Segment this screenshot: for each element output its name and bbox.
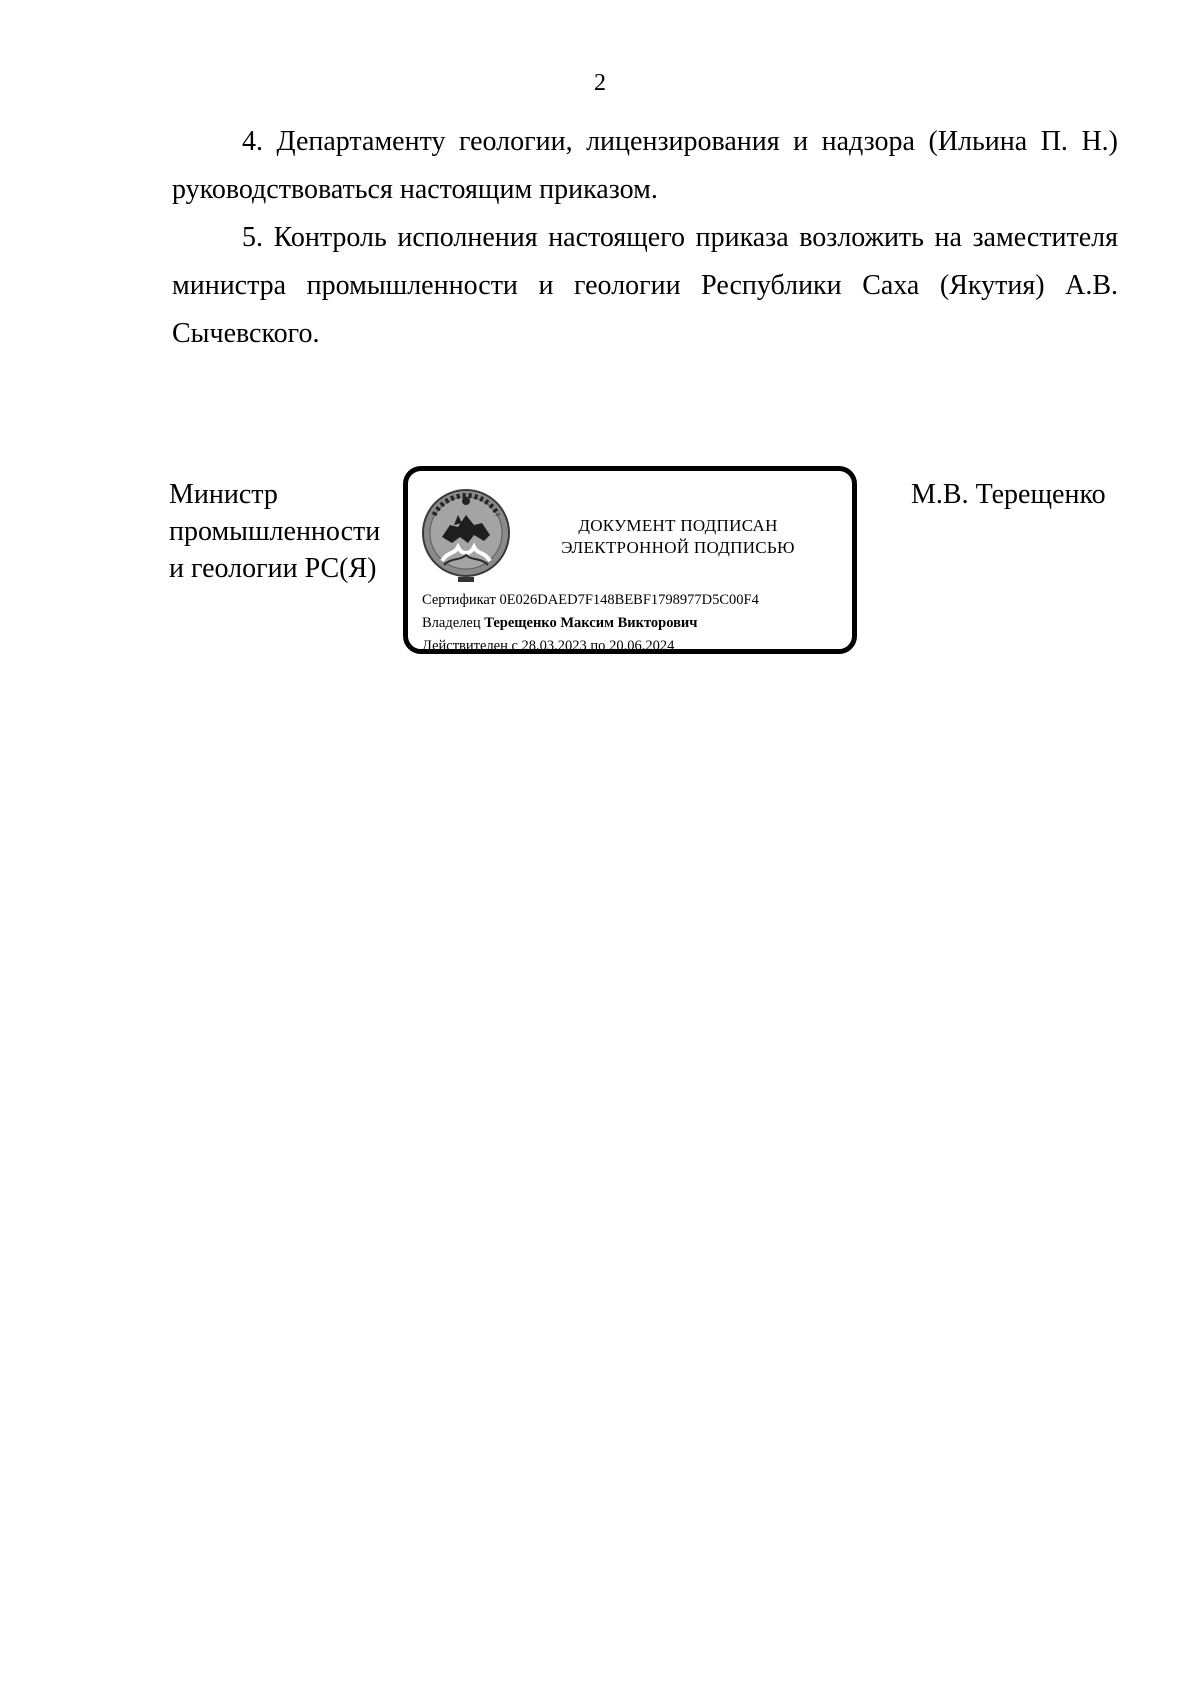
- signature-block: [0, 476, 1200, 696]
- signer-title-line: и геологии РС(Я): [169, 553, 377, 584]
- signer-title-line: Министр: [169, 479, 278, 510]
- paragraph-item-5: 5. Контроль исполнения настоящего приказа возложить на заместителя министра промышленности и геологии Республики Саха (Якутия) А.В. Сычевского.: [172, 222, 1118, 349]
- valid-to-date: 20.06.2024: [609, 638, 675, 654]
- signer-title-line: промышленности: [169, 516, 381, 547]
- certificate-value: 0E026DAED7F148BEBF1798977D5C00F4: [499, 592, 759, 608]
- valid-from-date: 28.03.2023: [521, 638, 587, 654]
- page-number: 2: [594, 70, 606, 96]
- owner-value: Терещенко Максим Викторович: [484, 615, 698, 631]
- validity-row: [422, 635, 759, 658]
- valid-to-label: по: [590, 638, 606, 654]
- stamp-details: [422, 589, 759, 658]
- certificate-label: Сертификат: [422, 592, 496, 608]
- paragraph-item-4: 4. Департаменту геологии, лицензирования и надзора (Ильина П. Н.) руководствоваться настоящим приказом.: [172, 126, 1118, 205]
- owner-label: Владелец: [422, 615, 481, 631]
- stamp-heading: [518, 515, 838, 559]
- document-body: [172, 118, 1118, 358]
- electronic-signature-stamp: [403, 466, 857, 654]
- owner-row: [422, 612, 759, 635]
- stamp-heading-line: ЭЛЕКТРОННОЙ ПОДПИСЬЮ: [561, 538, 795, 557]
- stamp-heading-line: ДОКУМЕНТ ПОДПИСАН: [578, 516, 778, 535]
- signer-name: М.В. Терещенко: [911, 479, 1106, 510]
- coat-of-arms-sakha-yakutia-icon: [420, 485, 512, 585]
- valid-from-label: Действителен с: [422, 638, 518, 654]
- certificate-row: [422, 589, 759, 612]
- signer-title: [169, 476, 380, 587]
